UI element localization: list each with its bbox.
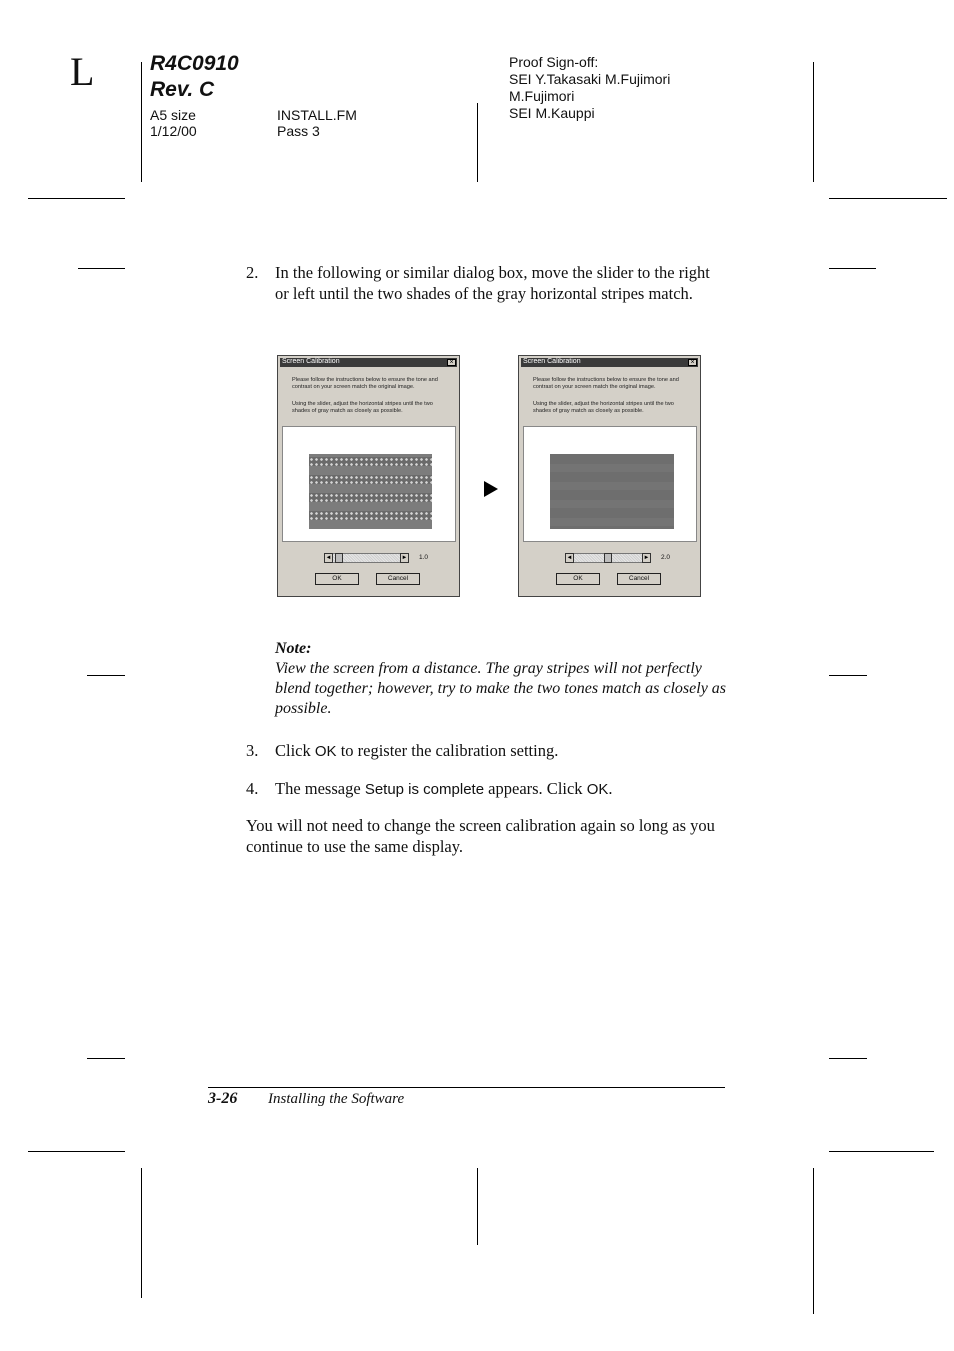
crop-mark (829, 198, 947, 199)
header-file-pass (277, 107, 357, 139)
proof-line: SEI M.Kauppi (509, 105, 595, 121)
footer-rule (208, 1087, 725, 1088)
calibration-dialog-before (277, 355, 460, 597)
dialog-title: Screen Calibration (523, 358, 581, 365)
crop-mark (477, 1168, 478, 1245)
proof-line: M.Fujimori (509, 88, 575, 104)
close-icon[interactable]: × (447, 359, 456, 366)
corner-letter: L (70, 49, 95, 94)
step-text-part: to register the calibration setting. (336, 741, 559, 760)
step-text (275, 779, 735, 801)
gray-stripe (550, 500, 674, 508)
proof-signoff (509, 54, 670, 122)
note-label: Note: (275, 640, 312, 657)
stripe-pattern (309, 454, 432, 529)
dialog-title: Screen Calibration (282, 358, 340, 365)
crop-mark (829, 1151, 934, 1152)
crop-mark (87, 1058, 125, 1059)
dialog-instruction: Please follow the instructions below to ensure the tone and contrast on your screen match the original image. (533, 377, 679, 390)
crop-mark (87, 675, 125, 676)
step-number: 3. (246, 741, 259, 760)
footer-section-title: Installing the Software (268, 1091, 405, 1107)
page-number: 3-26 (208, 1090, 238, 1107)
ui-term: OK (314, 743, 337, 760)
crop-mark (813, 62, 814, 182)
slider-thumb[interactable] (604, 553, 612, 563)
slider-value: 2.0 (661, 554, 671, 561)
slider-left-arrow-icon[interactable]: ◄ (325, 555, 332, 561)
cancel-button[interactable]: Cancel (376, 573, 420, 585)
step-text-part: appears. Click (484, 779, 587, 798)
step-text-part: . (608, 779, 613, 798)
dialog-instruction: Using the slider, adjust the horizontal stripes until the two shades of gray match as closely as possible. (292, 401, 433, 414)
calibration-slider[interactable] (565, 553, 651, 563)
calibration-slider[interactable] (324, 553, 409, 563)
doc-date: 1/12/00 (150, 123, 197, 139)
header-size-date (150, 107, 197, 139)
crop-mark (829, 1058, 867, 1059)
stripe-preview-panel (523, 426, 697, 542)
step-text (275, 741, 735, 763)
ui-term: Setup is complete (364, 781, 485, 798)
step-number: 2. (246, 263, 259, 282)
slider-left-arrow-icon[interactable]: ◄ (566, 555, 573, 561)
page-size: A5 size (150, 107, 196, 123)
cancel-button[interactable]: Cancel (617, 573, 661, 585)
crop-mark (477, 103, 478, 182)
next-arrow-icon (484, 481, 498, 497)
crop-mark (28, 1151, 125, 1152)
crop-mark (813, 1168, 814, 1314)
dialog-titlebar (280, 358, 457, 367)
calibration-dialog-after (518, 355, 701, 597)
dither-stripe (309, 511, 432, 520)
crop-mark (141, 1168, 142, 1298)
dither-stripe (309, 493, 432, 502)
crop-mark (829, 675, 867, 676)
pass-number: Pass 3 (277, 123, 320, 139)
step-text-part: The message (275, 779, 365, 798)
slider-right-arrow-icon[interactable]: ► (643, 555, 650, 561)
step-text-part: Click (275, 741, 315, 760)
ui-term: OK (586, 781, 609, 798)
crop-mark (28, 198, 125, 199)
dither-stripe (309, 457, 432, 466)
close-icon[interactable]: × (688, 359, 697, 366)
doc-code: R4C0910 (150, 52, 239, 75)
crop-mark (78, 268, 125, 269)
slider-thumb[interactable] (335, 553, 343, 563)
step-text: In the following or similar dialog box, move the slider to the right or left until the two shades of the gray horizontal stripes match. (275, 263, 710, 303)
proof-label: Proof Sign-off: (509, 54, 599, 70)
note-text: View the screen from a distance. The gray stripes will not perfectly blend together; however, try to make the two tones match as closely as possible. (275, 660, 727, 717)
dialog-instruction: Please follow the instructions below to ensure the tone and contrast on your screen match the original image. (292, 377, 438, 390)
dither-stripe (309, 475, 432, 484)
step-number: 4. (246, 779, 259, 798)
slider-right-arrow-icon[interactable]: ► (401, 555, 408, 561)
closing-paragraph: You will not need to change the screen calibration again so long as you continue to use the same display. (246, 816, 715, 856)
stripe-pattern (550, 454, 674, 529)
proof-line: SEI Y.Takasaki M.Fujimori (509, 71, 671, 87)
dialog-titlebar (521, 358, 698, 367)
ok-button[interactable]: OK (556, 573, 600, 585)
slider-value: 1.0 (419, 554, 429, 561)
crop-mark (141, 62, 142, 182)
ok-button[interactable]: OK (315, 573, 359, 585)
crop-mark (829, 268, 876, 269)
stripe-preview-panel (282, 426, 456, 542)
file-name: INSTALL.FM (277, 107, 357, 123)
gray-stripe (550, 518, 674, 526)
gray-stripe (550, 464, 674, 472)
dialog-instruction: Using the slider, adjust the horizontal stripes until the two shades of gray match as closely as possible. (533, 401, 674, 414)
revision: Rev. C (150, 78, 215, 101)
doc-code-block (150, 51, 239, 103)
gray-stripe (550, 482, 674, 490)
